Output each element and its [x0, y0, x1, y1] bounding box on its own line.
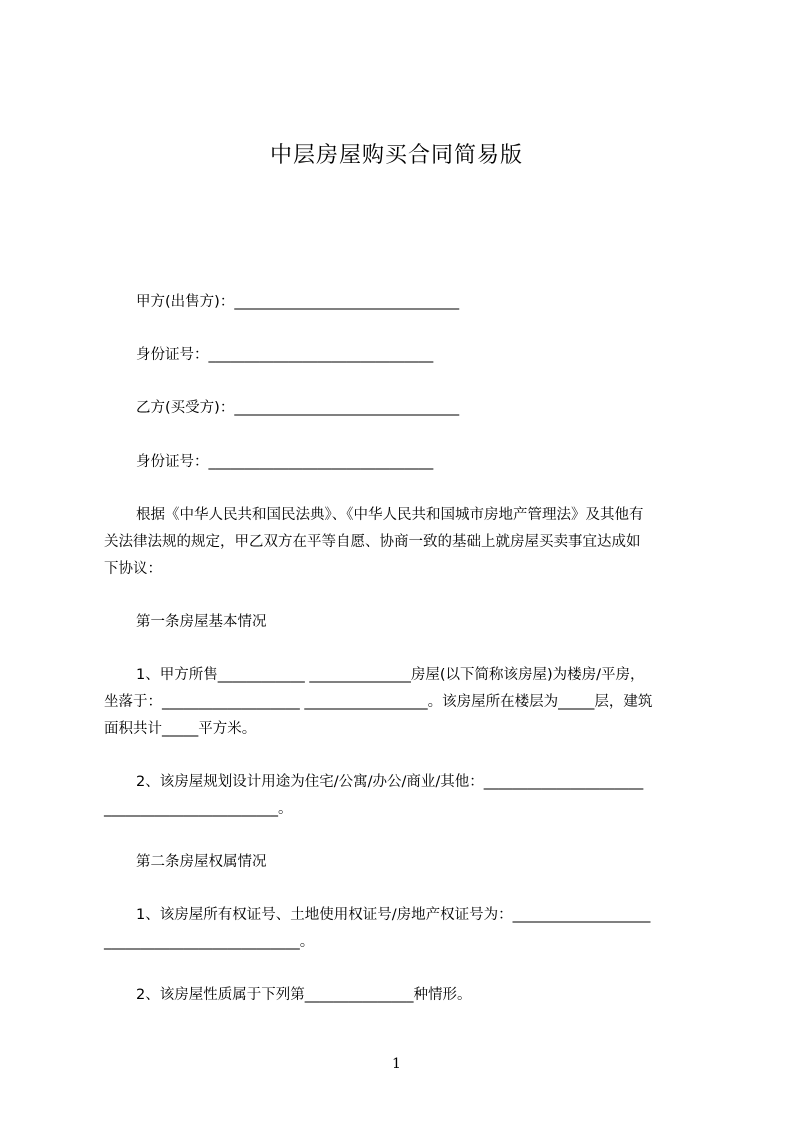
article-2-clause-2-line-1: 2、该房屋性质属于下列第_______________种情形。 [136, 987, 472, 1003]
article-1-clause-2-line-2: ________________________。 [104, 801, 293, 817]
seller-id-line: 身份证号：_______________________________ [136, 347, 434, 363]
preamble-line-2: 关法律法规的规定，甲乙双方在平等自愿、协商一致的基础上就房屋买卖事宜达成如 [104, 534, 641, 550]
preamble-line-1: 根据《中华人民共和国民法典》、《中华人民共和国城市房地产管理法》及其他有 [136, 507, 644, 523]
document-title: 中层房屋购买合同简易版 [269, 143, 523, 168]
article-2-heading: 第二条房屋权属情况 [136, 854, 267, 870]
article-1-clause-2-line-1: 2、该房屋规划设计用途为住宅/公寓/办公/商业/其他：______________________ [136, 774, 644, 790]
seller-name-line: 甲方(出售方)：_______________________________ [136, 294, 460, 310]
article-1-clause-1-line-1: 1、甲方所售____________ ______________房屋(以下简称该房屋)为楼房/平房， [136, 667, 645, 683]
article-1-heading: 第一条房屋基本情况 [136, 614, 267, 630]
article-2-clause-1-line-1: 1、该房屋所有权证号、土地使用权证号/房地产权证号为：___________________ [136, 907, 651, 923]
preamble-line-3: 下协议： [104, 561, 162, 577]
article-1-clause-1-line-3: 面积共计_____平方米。 [104, 721, 257, 737]
article-2-clause-1-line-2: ___________________________。 [104, 934, 315, 950]
buyer-id-line: 身份证号：_______________________________ [136, 454, 434, 470]
article-1-clause-1-line-2: 坐落于：___________________ _________________。该房屋所在楼层为_____层，建筑 [104, 694, 653, 710]
buyer-name-line: 乙方(买受方)：_______________________________ [136, 400, 460, 416]
page-number: 1 [392, 1056, 401, 1072]
